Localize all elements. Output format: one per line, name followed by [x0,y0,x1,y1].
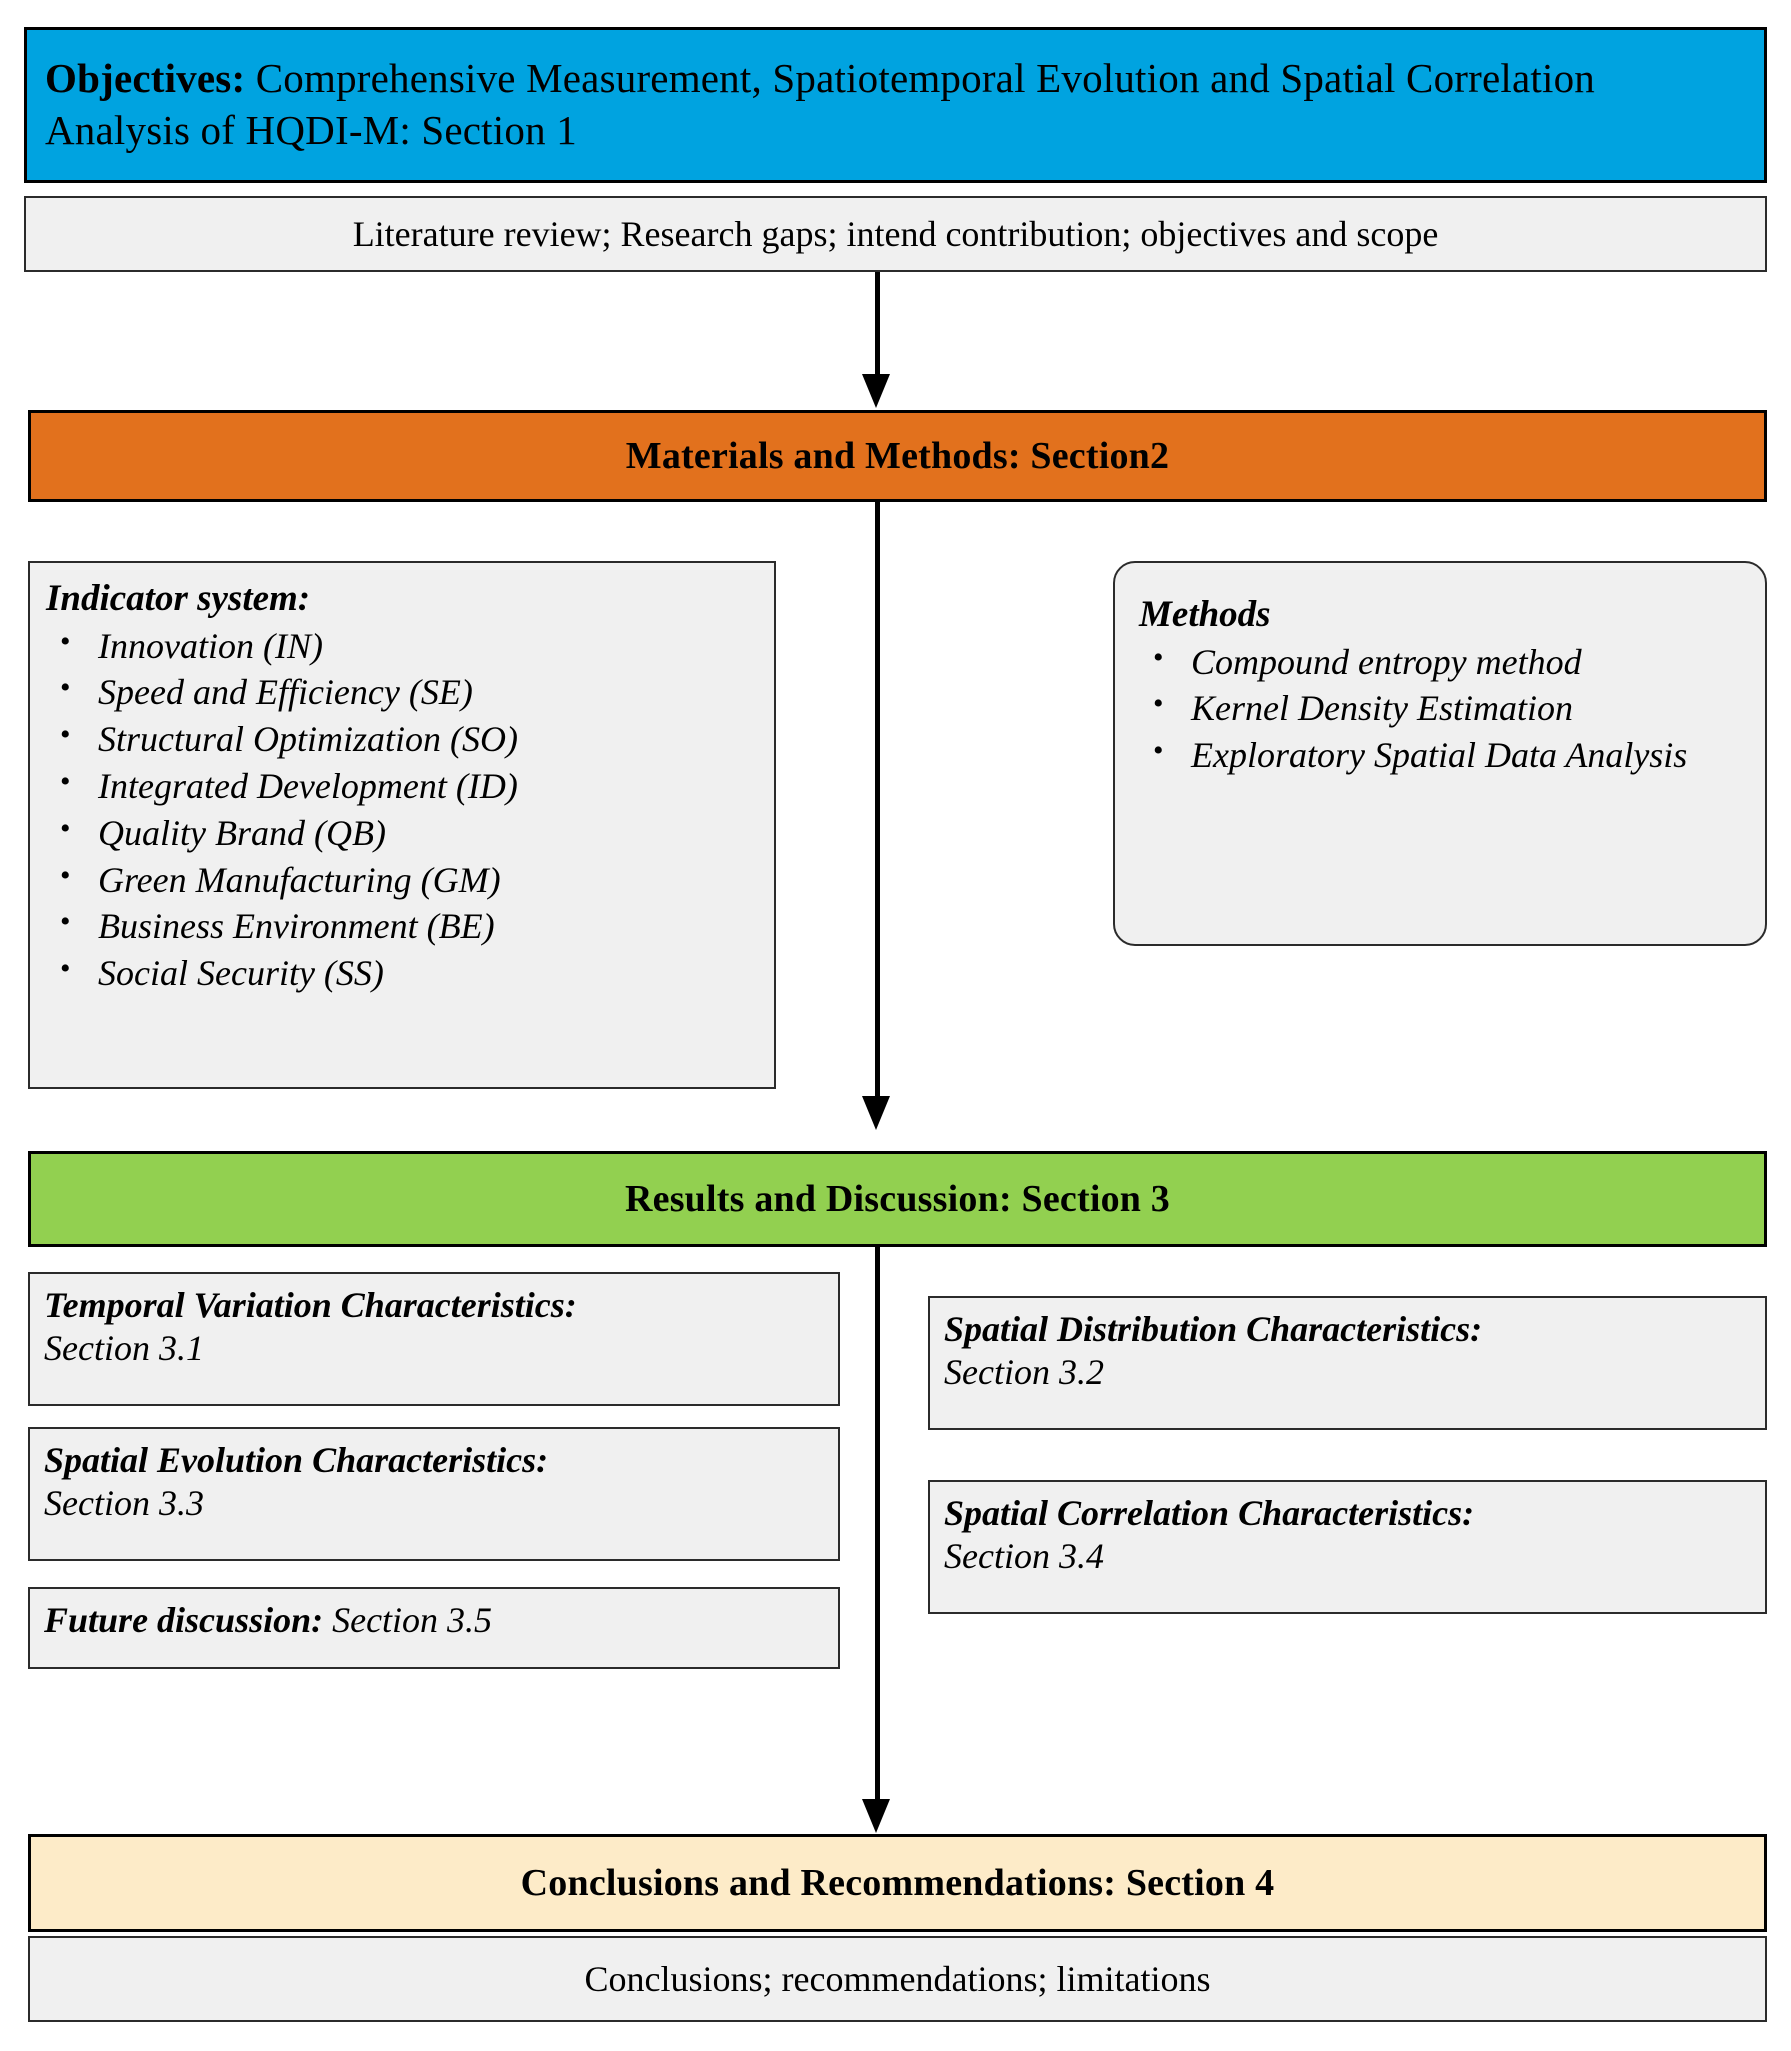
conclusions-subtitle-box [28,1936,1767,2022]
list-item: • Structural Optimization (SO) [46,716,764,763]
indicator-system-title: Indicator system: [46,578,311,619]
results-box-spatial-correlation [928,1480,1767,1614]
results-box-temporal-variation [28,1272,840,1406]
results-box-section: Section 3.1 [44,1328,204,1369]
objectives-subtitle: Literature review; Research gaps; intend contribution; objectives and scope [352,214,1439,254]
list-item: • Kernel Density Estimation [1139,685,1747,732]
objectives-title: Comprehensive Measurement, Spatiotemporal Evolution and Spatial Correlation Analysis of HQDI-M: Section 1 [45,54,1595,153]
methods-box [1113,561,1767,946]
list-item: • Integrated Development (ID) [46,763,764,810]
methods-title: Methods [1139,594,1271,635]
results-box-section: Section 3.3 [44,1483,204,1524]
indicator-system-box [28,561,776,1089]
list-item: • Social Security (SS) [46,950,764,997]
objectives-subtitle-box [24,196,1767,272]
conclusions-subtitle: Conclusions; recommendations; limitations [584,1959,1211,1999]
materials-and-methods-header-label: Materials and Methods: Section2 [625,435,1170,477]
results-and-discussion-header-bar [28,1151,1767,1247]
results-and-discussion-header-label: Results and Discussion: Section 3 [624,1178,1171,1220]
list-item: • Business Environment (BE) [46,903,764,950]
methods-list [1139,639,1747,779]
connector-materials-to-results-line [875,502,880,1097]
objectives-lead-label: Objectives: [45,54,246,101]
connector-objectives-to-materials-line [875,272,880,376]
connector-materials-to-results-arrow-icon [862,1096,890,1130]
connector-results-to-conclusions-arrow-icon [862,1799,890,1833]
results-box-section: Section 3.5 [323,1600,493,1640]
connector-objectives-to-materials-arrow-icon [862,374,890,408]
connector-results-to-conclusions-line [875,1247,880,1801]
list-item: • Innovation (IN) [46,623,764,670]
results-box-future-discussion [28,1587,840,1669]
conclusions-header-label: Conclusions and Recommendations: Section 4 [520,1862,1275,1904]
results-box-title: Spatial Distribution Characteristics: [944,1309,1483,1349]
results-box-title: Future discussion: [44,1600,324,1640]
results-box-title: Temporal Variation Characteristics: [44,1285,577,1325]
list-item: • Quality Brand (QB) [46,810,764,857]
list-item: • Compound entropy method [1139,639,1747,686]
results-box-title: Spatial Correlation Characteristics: [944,1493,1475,1533]
results-box-spatial-distribution [928,1296,1767,1430]
objectives-header-bar [24,27,1767,183]
results-box-section: Section 3.4 [944,1536,1104,1577]
list-item: • Exploratory Spatial Data Analysis [1139,732,1747,779]
results-box-section: Section 3.2 [944,1352,1104,1393]
results-box-spatial-evolution [28,1427,840,1561]
indicator-system-list [46,623,764,997]
list-item: • Speed and Efficiency (SE) [46,669,764,716]
results-box-title: Spatial Evolution Characteristics: [44,1440,549,1480]
conclusions-header-bar [28,1834,1767,1932]
list-item: • Green Manufacturing (GM) [46,857,764,904]
materials-and-methods-header-bar [28,410,1767,502]
